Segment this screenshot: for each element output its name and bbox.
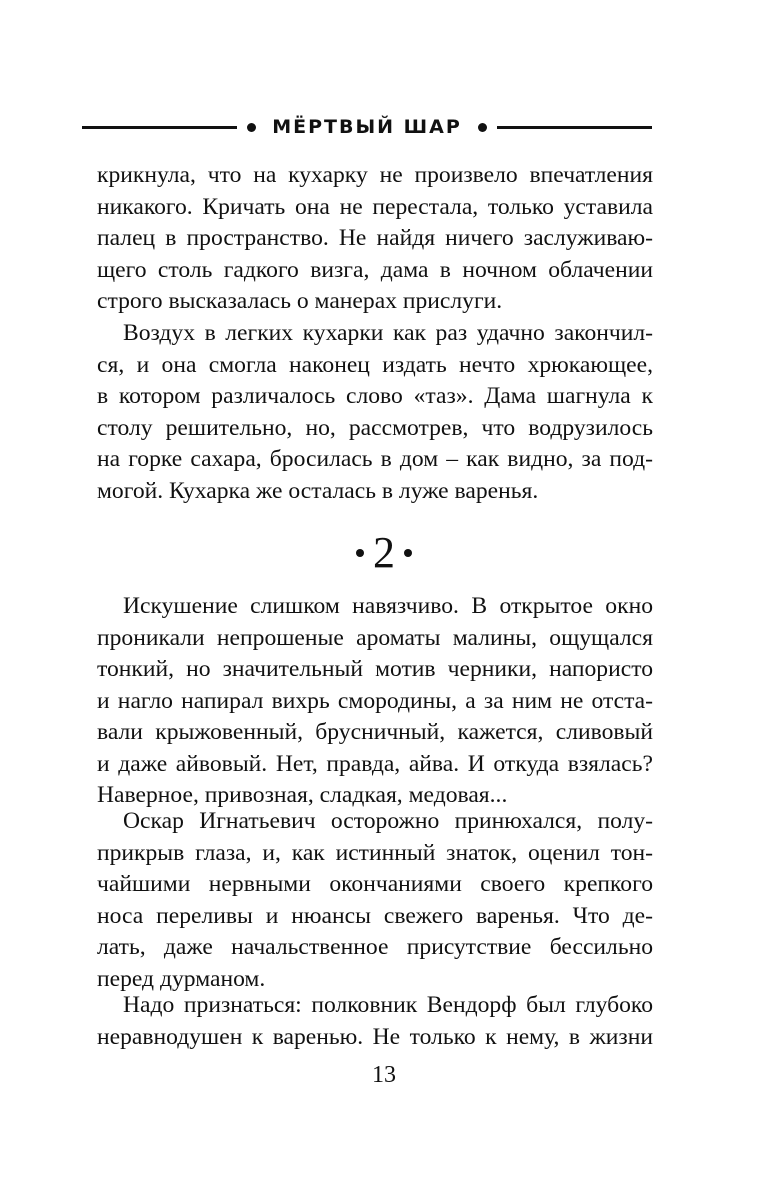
header-rule-right [497,126,652,129]
text-line: и даже айвовый. Нет, правда, айва. И откуда взялась? [97,750,653,777]
text-line: столу решительно, но, рассмотрев, что водрузилось [97,414,653,441]
text-line: носа переливы и нюансы свежего варенья. Что де- [97,902,653,929]
chapter-heading [0,528,768,578]
text-line: вали крыжовенный, брусничный, кажется, сливовый [97,719,653,745]
text-line: чайшими нервными окончаниями своего крепкого [97,871,653,897]
chapter-dot-left [356,549,364,557]
paragraph-3 [97,591,653,812]
text-line: лать, даже начальственное присутствие бессильно [97,934,653,960]
text-line: щего столь гадкого визга, дама в ночном облачении [97,256,653,283]
paragraph-5 [97,990,653,1053]
text-line: прикрыв глаза, и, как истинный знаток, оценил тон- [97,839,653,866]
running-head-title: МЁРТВЫЙ ШАР [272,116,462,138]
text-line: строго высказалась о манерах прислуги. [97,288,503,314]
text-line: неравнодушен к варенью. Не только к нему, в жизни [97,1023,653,1050]
text-line: Искушение слишком навязчиво. В открытое окно [123,593,653,619]
text-line: и нагло напирал вихрь смородины, а за ним не отста- [97,687,653,714]
text-line: палец в пространство. Не найдя ничего заслуживаю- [97,225,653,251]
paragraph-2 [97,318,653,507]
text-line: могой. Кухарка же осталась в луже варенья. [97,477,539,504]
text-line: в котором различалось слово «таз». Дама шагнула к [97,383,653,409]
page-number: 13 [372,1062,396,1088]
text-line: тонкий, но значительный мотив черники, напористо [97,656,653,682]
chapter-number: 2 [373,528,395,577]
paragraph-1 [97,160,653,318]
text-line: проникали непрошеные ароматы малины, ощущался [97,624,653,651]
text-line: на горке сахара, бросилась в дом – как видно, за под- [97,446,653,472]
paragraph-4 [97,806,653,995]
header-dot-left [247,123,256,132]
text-line: Надо признаться: полковник Вендорф был глубоко [123,992,653,1018]
text-line: никакого. Кричать она не перестала, только уставила [97,193,653,220]
text-line: ся, и она смогла наконец издать нечто хрюкающее, [97,351,653,378]
header-rule-left [82,126,237,129]
text-line: Воздух в легких кухарки как раз удачно закончил- [123,320,653,346]
text-line: Наверное, привозная, сладкая, медовая... [97,782,508,808]
header-dot-right [478,123,487,132]
text-line: Оскар Игнатьевич осторожно принюхался, полу- [123,808,653,834]
text-line: перед дурманом. [97,965,266,992]
chapter-dot-right [404,549,412,557]
running-head [82,112,652,142]
text-line: крикнула, что на кухарку не произвело впечатления [97,162,653,188]
